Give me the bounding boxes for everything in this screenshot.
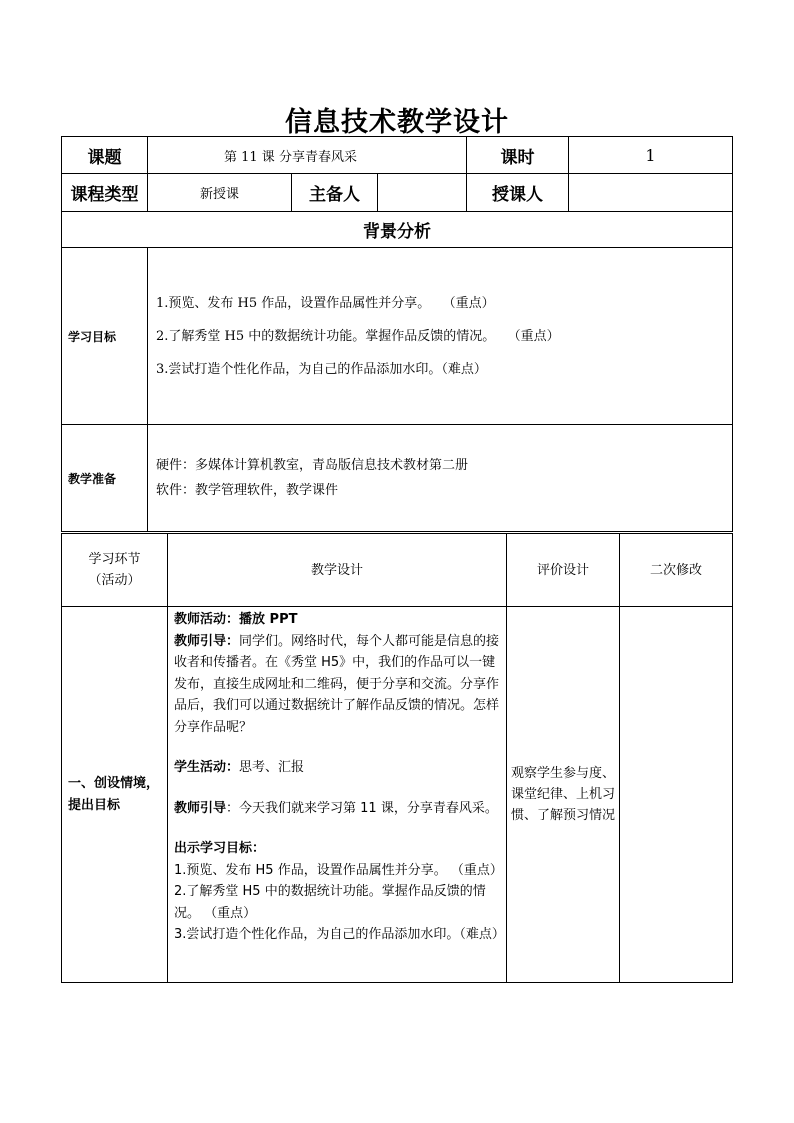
prep-row	[62, 425, 733, 532]
teaching-prep-label: 教学准备	[62, 425, 148, 532]
objectives-list	[148, 248, 733, 425]
topic-label: 课题	[62, 137, 148, 174]
teacher-value	[569, 174, 733, 212]
lesson-info-table	[61, 136, 733, 532]
teaching-process-table	[61, 533, 733, 983]
course-type-value: 新授课	[148, 174, 292, 212]
background-row	[62, 212, 733, 248]
background-analysis-heading: 背景分析	[62, 212, 733, 248]
prep-item: 软件：教学管理软件，教学课件	[156, 483, 339, 498]
objective-item: 3.尝试打造个性化作品，为自己的作品添加水印。（难点）	[156, 361, 487, 377]
hours-label: 课时	[467, 137, 569, 174]
objective-item: 2.了解秀堂 H5 中的数据统计功能。掌握作品反馈的情况。 （重点）	[156, 328, 560, 344]
course-type-label: 课程类型	[62, 174, 148, 212]
topic-value: 第 11 课 分享青春风采	[148, 137, 467, 174]
stage-header	[62, 534, 168, 607]
design-header: 教学设计	[168, 534, 507, 607]
stage-line1: 一、创设情境，	[68, 775, 160, 791]
revise-header: 二次修改	[620, 534, 733, 607]
objectives-row	[62, 248, 733, 425]
design-cell	[168, 607, 507, 983]
objectives-label: 学习目标	[62, 248, 148, 425]
prep-item: 硬件：多媒体计算机教室，青岛版信息技术教材第二册	[156, 458, 469, 473]
design-objective-3: 3.尝试打造个性化作品，为自己的作品添加水印。（难点）	[174, 927, 505, 942]
process-header-row	[62, 534, 733, 607]
process-row	[62, 607, 733, 983]
stage-line2: 提出目标	[68, 797, 121, 813]
stage-header-line1: 学习环节	[88, 552, 141, 567]
objective-item: 1.预览、发布 H5 作品，设置作品属性并分享。 （重点）	[156, 295, 495, 311]
topic-row	[62, 137, 733, 174]
eval-cell: 观察学生参与度、课堂纪律、上机习惯、了解预习情况	[507, 607, 620, 983]
preparer-label: 主备人	[292, 174, 378, 212]
type-row	[62, 174, 733, 212]
teacher-label: 授课人	[467, 174, 569, 212]
design-objective-1: 1.预览、发布 H5 作品，设置作品属性并分享。 （重点）	[174, 862, 503, 878]
hours-value: 1	[569, 137, 733, 174]
page-title: 信息技术教学设计	[285, 107, 509, 138]
student-activity: 学生活动：思考、汇报	[174, 760, 305, 775]
teacher-activity: 教师活动：播放 PPT	[174, 612, 298, 627]
stage-cell	[62, 607, 168, 983]
teacher-guide-1: 教师引导：同学们。网络时代，每个人都可能是信息的接收者和传播者。在《秀堂 H5》中，我们的作品可以一键发布，直接生成网址和二维码，便于分享和交流。分享作品后，我们可以通过数据统计了解作品反馈的情况。怎样分享作品呢？	[174, 633, 500, 735]
preparer-value	[378, 174, 467, 212]
stage-header-line2: （活动）	[88, 573, 141, 588]
eval-header: 评价设计	[507, 534, 620, 607]
show-objectives-label: 出示学习目标：	[174, 841, 266, 856]
teacher-guide-2: 教师引导：今天我们就来学习第 11 课，分享青春风采。	[174, 800, 498, 816]
design-objective-2: 2.了解秀堂 H5 中的数据统计功能。掌握作品反馈的情况。 （重点）	[174, 884, 486, 921]
teaching-prep-list	[148, 425, 733, 532]
revise-cell	[620, 607, 733, 983]
